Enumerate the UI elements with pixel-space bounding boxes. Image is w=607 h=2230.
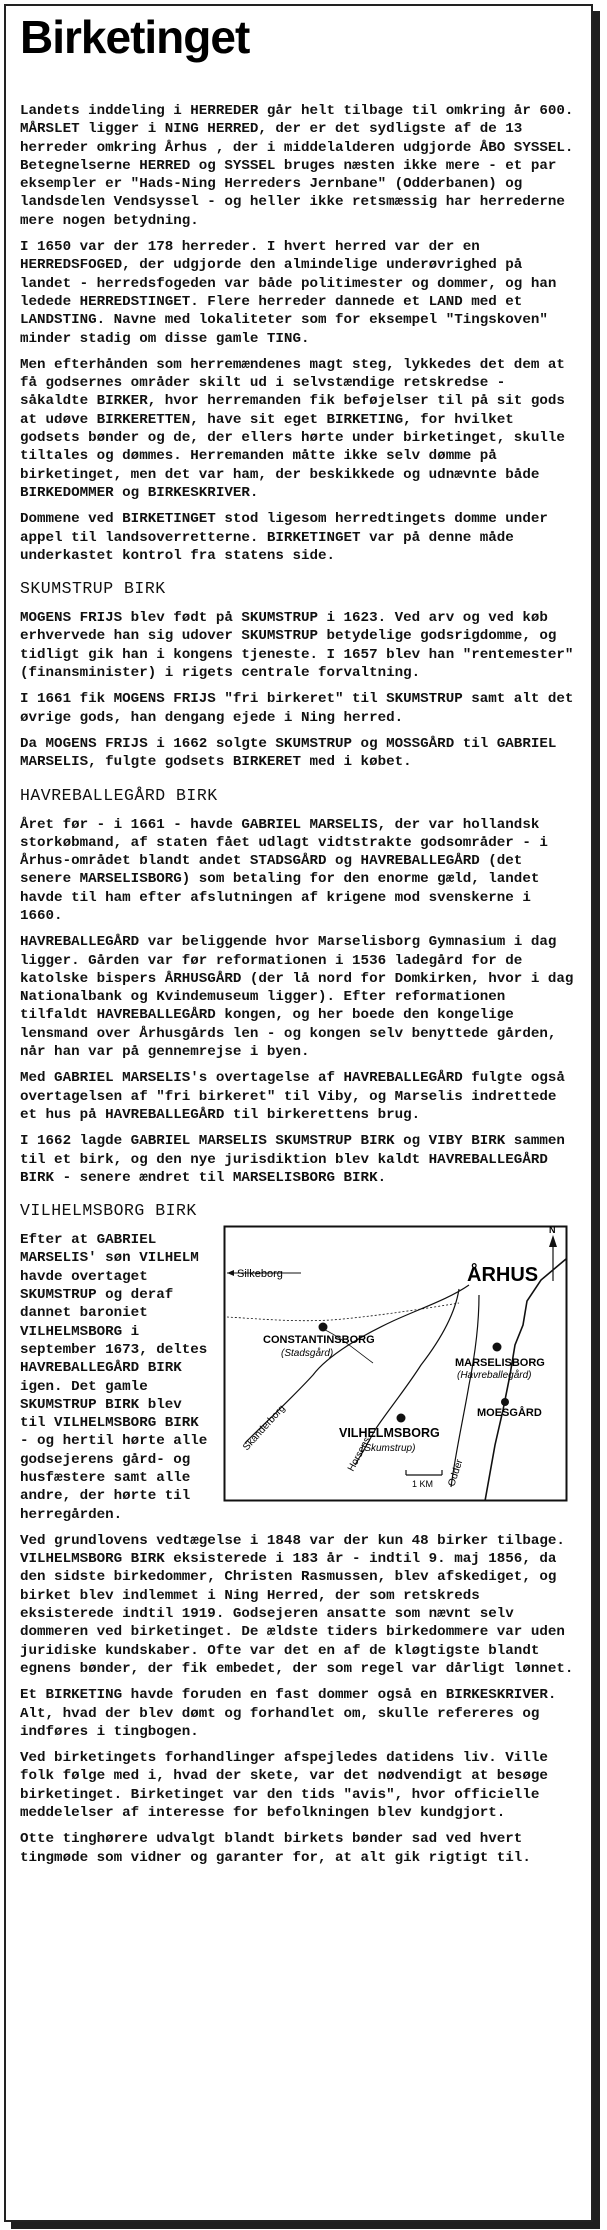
- map-label-vilhelmsborg: VILHELMSBORG: [339, 1426, 440, 1441]
- article-body: [20, 102, 578, 1875]
- vilhelmsborg-side-paragraph: Efter at GABRIEL MARSELIS' søn VILHELM havde overtaget SKUMSTRUP og deraf dannet baroniet VILHELMSBORG i september 1673, deltes HAVREBALLEGÅRD BIRK igen. Det gamle SKUMSTRUP BIRK blev til VILHELMSBORG BIRK - og hertil hørte alle godsejerens gård- og husfæstere samt alle andre, der hørte til herregården.: [20, 1232, 208, 1523]
- page-title: Birketinget: [20, 11, 250, 63]
- map-label-skanderborg: Skanderborg: [241, 1403, 288, 1454]
- havreballe-paragraph: HAVREBALLEGÅRD var beliggende hvor Marselisborg Gymnasium i dag ligger. Gården var før reformationen i 1536 ladegård for de katolske bispers ÅRHUSGÅRD (der lå nord for Domkirken, hvor i dag Nationalbank og Kvindemuseum ligger). Efter reformationen tilfaldt HAVREBALLEGÅRD kongen, og her boede den kongelige lensmand over Århusgårds len - og kongen selv benyttede gården, når han var på gennemrejse i byen.: [20, 934, 574, 1061]
- north-label: N: [549, 1225, 556, 1236]
- article-frame: [4, 4, 593, 2222]
- vilhelmsborg-paragraph: Et BIRKETING havde foruden en fast dommer også en BIRKESKRIVER. Alt, hvad der blev dømt og forhandlet om, skulle refereres og indføres i tingbogen.: [20, 1687, 557, 1740]
- map-label-marselisborg: MARSELISBORG: [455, 1357, 545, 1370]
- intro-paragraph: Men efterhånden som herremændenes magt steg, lykkedes det dem at få godsernes områder skilt ud i selvstændige retskredse - såkaldte BIRKER, hvor herremanden fik beføjelser til på sit gods at udøve BIRKERETTEN, have sit eget BIRKETING, for hvilket godsets bønder og de, der ellers hørte under birketinget, skulle tiltales og dømmes. Herremanden måtte ikke selv dømme på birketinget, men det var ham, der beskikkede og udnævnte både BIRKEDOMMER og BIRKESKRIVER.: [20, 356, 565, 501]
- map-label-arhus: ÅRHUS: [467, 1264, 539, 1287]
- vilhelmsborg-paragraph: Ved birketingets forhandlinger afspejledes datidens liv. Ville folk følge med i, hvad der skete, var det nødvendigt at besøge birketinget. Birketinget var den tids "avis", hvor officielle meddelelser af interesse for befolkningen blev kundgjort.: [20, 1750, 548, 1822]
- vilhelmsborg-intro-with-map: [20, 1225, 578, 1524]
- marker-constantinsborg: [319, 1323, 328, 1332]
- skumstrup-paragraph: MOGENS FRIJS blev født på SKUMSTRUP i 1623. Ved arv og ved køb erhvervede han sig udover SKUMSTRUP betydelige godsrigdomme, og tidligt gik han i kongens tjeneste. I 1657 blev han "rentemester" (finansminister) i rigets centrale forvaltning.: [20, 610, 574, 682]
- havreballe-paragraph: Året før - i 1661 - havde GABRIEL MARSELIS, der var hollandsk storkøbmand, af staten fået udlagt vidtstrakte godsområder - i Århus-området blandt andet STADSGÅRD og HAVREBALLEGÅRD (det senere MARSELISBORG) som betaling for den enorme gæld, landet havde til ham efter afslutningen af krigene mod svenskerne i 1660.: [20, 816, 548, 924]
- section-heading-havreballegard: HAVREBALLEGÅRD BIRK: [20, 785, 218, 805]
- marker-marselisborg: [493, 1343, 502, 1352]
- marker-vilhelmsborg: [397, 1414, 406, 1423]
- map-label-constantinsborg: CONSTANTINSBORG: [263, 1334, 375, 1347]
- intro-paragraph: Landets inddeling i HERREDER går helt tilbage til omkring år 600. MÅRSLET ligger i NING HERRED, der er det sydligste af de 13 herreder omkring Århus , der i middelalderen udgjorde ÅBO SYSSEL. Betegnelserne HERRED og SYSSEL bruges næsten ikke mere - et par eksempler er "Hads-Ning Herreders Jernbane" (Odderbanen) og landsdelen Vendsyssel - og heller ikke retsmæssig har herrederne mere nogen betydning.: [20, 103, 574, 229]
- map-label-scale: 1 KM: [412, 1479, 434, 1490]
- vilhelmsborg-paragraph: Ved grundlovens vedtægelse i 1848 var der kun 48 birker tilbage. VILHELMSBORG BIRK eksisterede i 183 år - indtil 9. maj 1856, da den sidste birkedommer, Christen Rasmussen, blev afskediget, og birket blev indlemmet i Ning Herred, der som retskreds eksisterede indtil 1919. Godsejeren ansatte som nævnt selv dommeren ved birketinget. De ældste tiders birkedommere var uden juridiske kundskaber. Ofte var det en af de kløgtigste blandt egnens bønder, der fik embedet, der som regel var dårligt lønnet.: [20, 1532, 574, 1677]
- area-map-svg: [223, 1225, 568, 1502]
- map-label-vilhelmsborg-sub: (Skumstrup): [361, 1443, 416, 1455]
- map-label-silkeborg: Silkeborg: [237, 1268, 283, 1281]
- marker-moesgard: [501, 1398, 509, 1406]
- map-label-marselisborg-sub: (Havreballegård): [457, 1370, 532, 1382]
- map-label-horsens: Horsens: [345, 1435, 374, 1474]
- havreballe-paragraph: I 1662 lagde GABRIEL MARSELIS SKUMSTRUP BIRK og VIBY BIRK sammen til et birk, og den nye jurisdiktion blev kaldt HAVREBALLEGÅRD BIRK - senere ændret til MARSELISBORG BIRK.: [20, 1133, 565, 1186]
- map-label-moesgard: MOESGÅRD: [477, 1407, 542, 1420]
- section-heading-vilhelmsborg: VILHELMSBORG BIRK: [20, 1201, 197, 1221]
- havreballe-paragraph: Med GABRIEL MARSELIS's overtagelse af HAVREBALLEGÅRD fulgte også overtagelsen af "fri birkeret" til Viby, og Marselis indrettede et hus på HAVREBALLEGÅRD til birkerettens brug.: [20, 1070, 565, 1123]
- section-heading-skumstrup: SKUMSTRUP BIRK: [20, 579, 166, 599]
- intro-paragraph: Dommene ved BIRKETINGET stod ligesom herredtingets domme under appel til landsoverretterne. BIRKETINGET var på denne måde underkastet kontrol fra statens side.: [20, 511, 548, 564]
- map-label-constantinsborg-sub: (Stadsgård): [281, 1348, 334, 1360]
- area-map: [223, 1225, 568, 1502]
- intro-paragraph: I 1650 var der 178 herreder. I hvert herred var der en HERREDSFOGED, der udgjorde den almindelige underøvrighed på landet - herredsfogeden var både politimester og dommer, og han ledede HERREDSTINGET. Flere herreder dannede et LAND med et LANDSTING. Navne med lokaliteter som for eksempel "Tingskoven" minder stadig om disse gamle TING.: [20, 239, 557, 347]
- skumstrup-paragraph: Da MOGENS FRIJS i 1662 solgte SKUMSTRUP og MOSSGÅRD til GABRIEL MARSELIS, fulgte godsets BIRKERET med i købet.: [20, 735, 557, 771]
- vilhelmsborg-paragraph: Otte tinghørere udvalgt blandt birkets bønder sad ved hvert tingmøde som vidner og garanter for, at alt gik rigtigt til.: [20, 1831, 531, 1866]
- map-label-odder: Odder: [446, 1458, 466, 1489]
- skumstrup-paragraph: I 1661 fik MOGENS FRIJS "fri birkeret" til SKUMSTRUP samt alt det øvrige gods, han dengang ejede i Ning herred.: [20, 691, 574, 726]
